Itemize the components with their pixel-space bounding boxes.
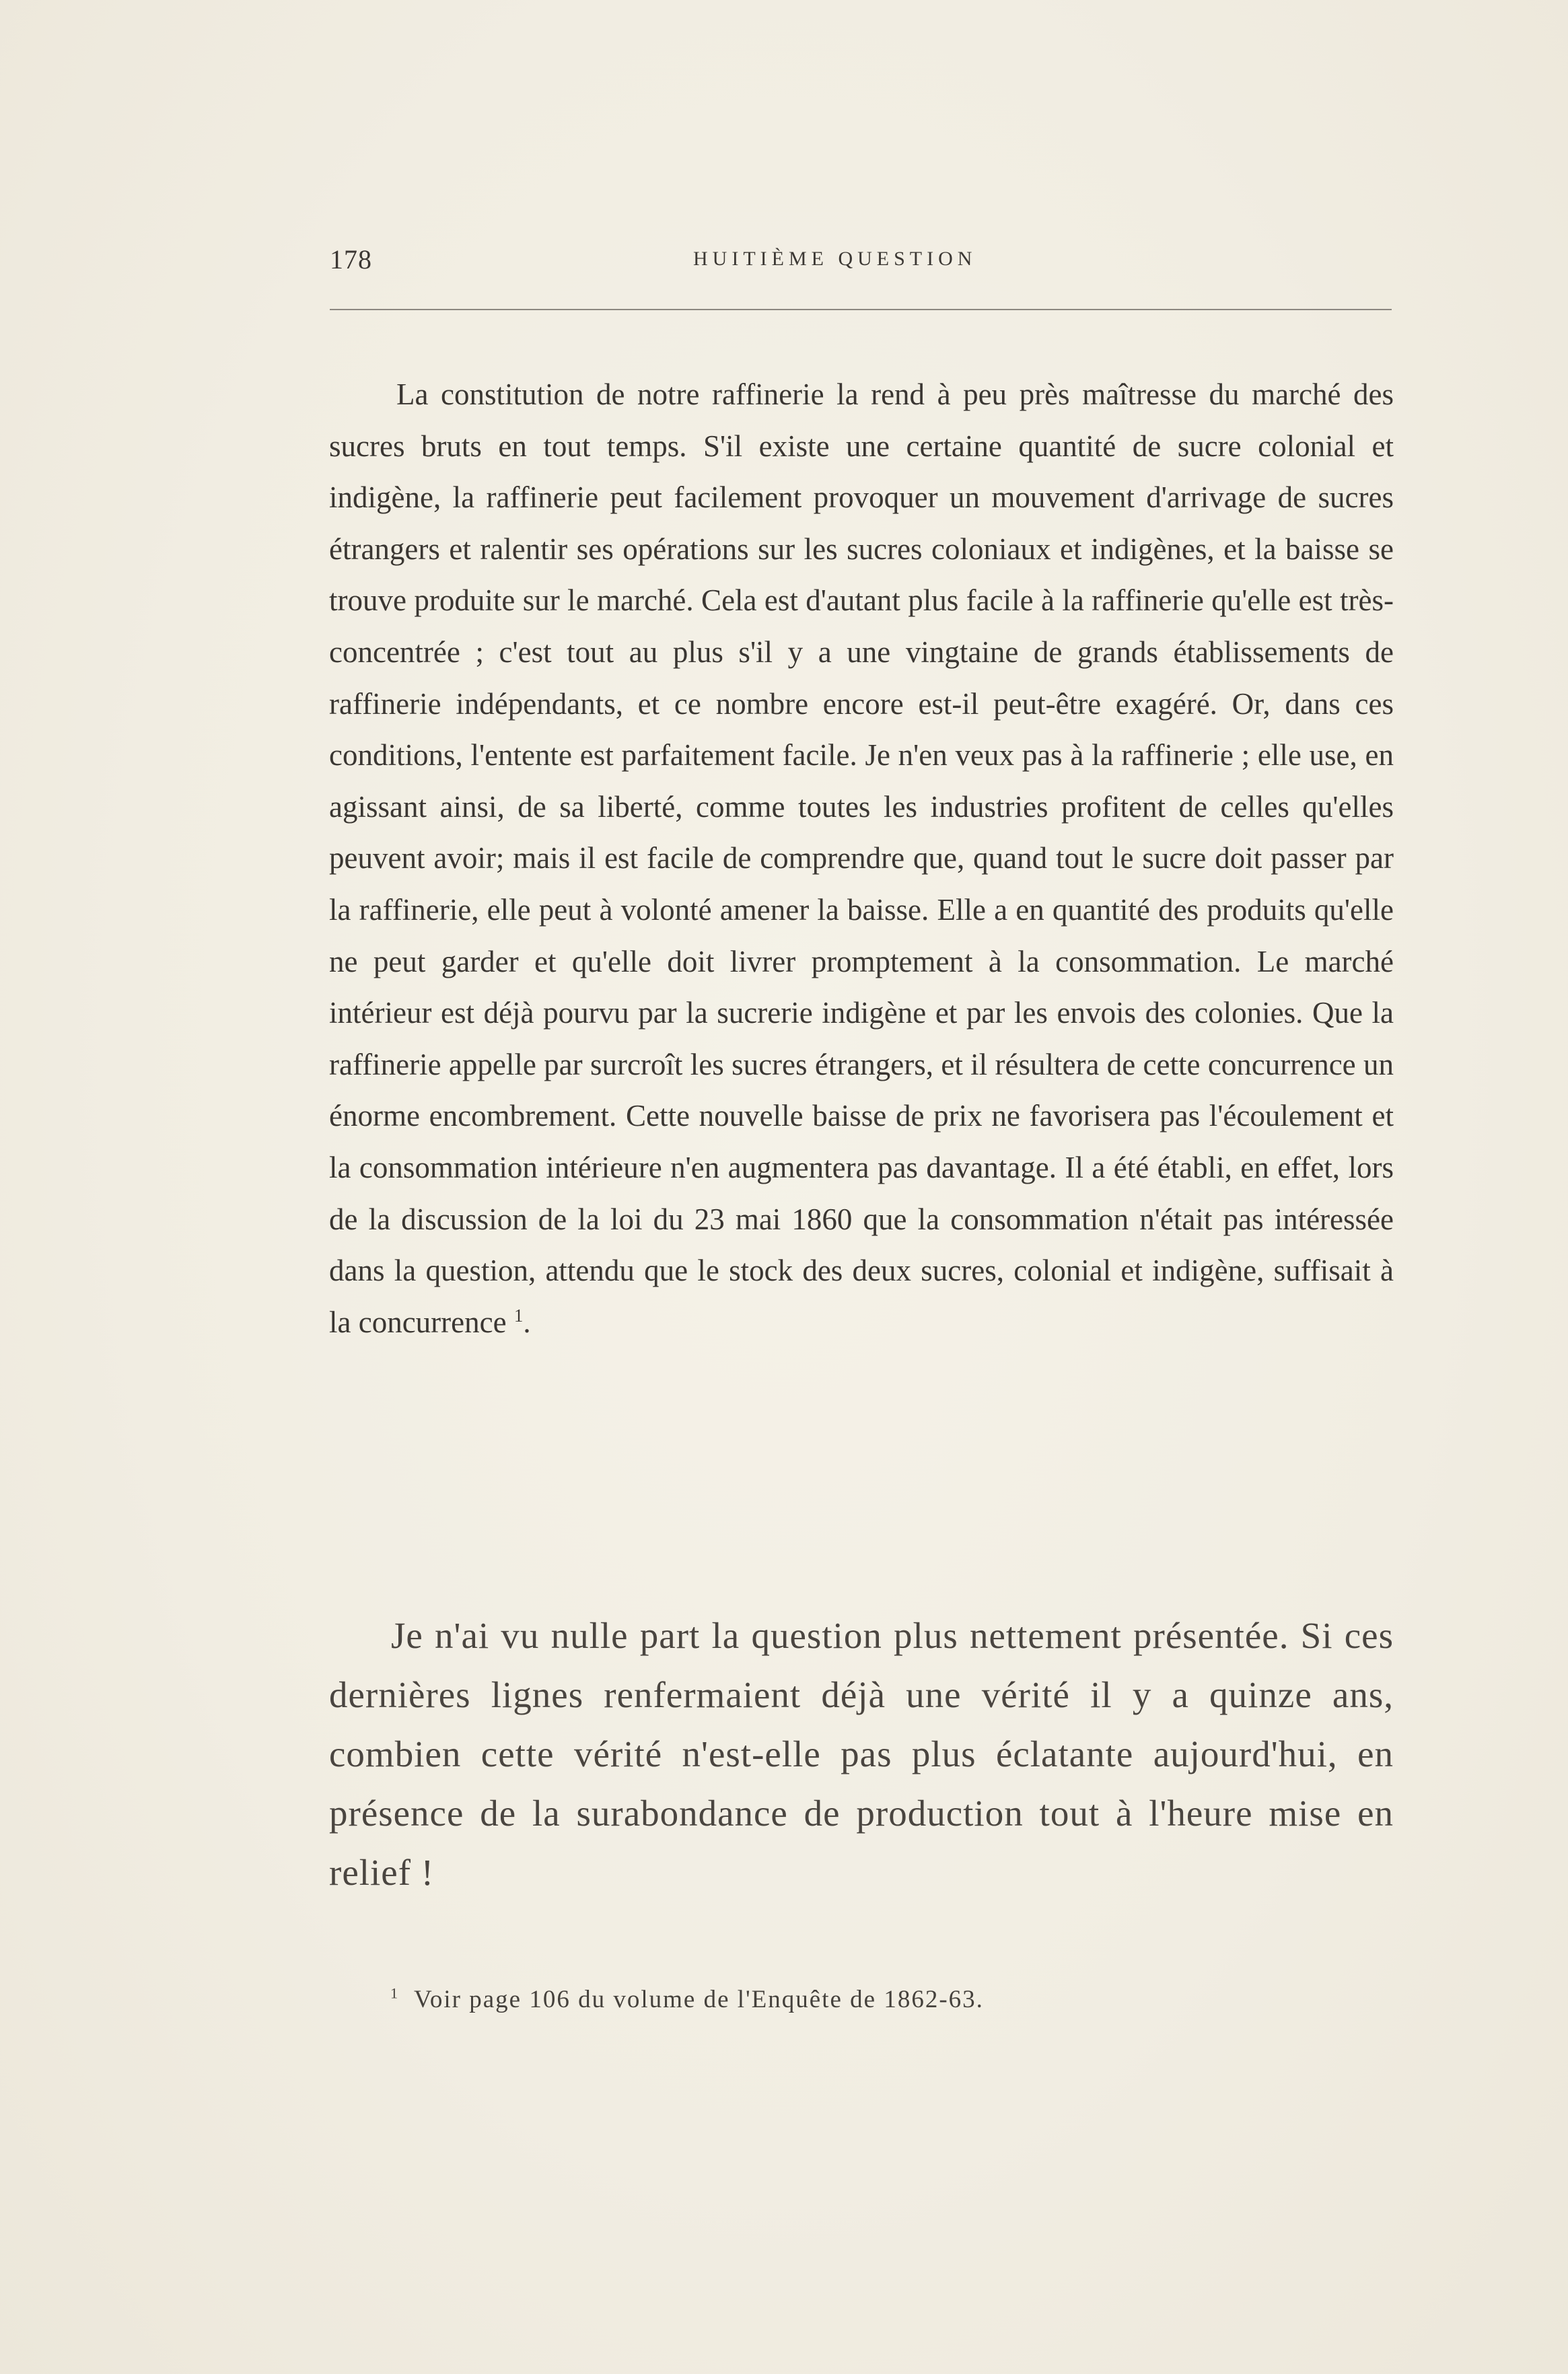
running-head: HUITIÈME QUESTION xyxy=(693,248,977,270)
footnote-text: Voir page 106 du volume de l'Enquête de 1862-63. xyxy=(413,1986,984,2013)
paragraph-1-text: La constitution de notre raffinerie la rend à peu près maîtresse du marché des sucres bruts en tout temps. S'il existe une certaine quantité de sucre colonial et indigène, la raffinerie peut facilement provoquer un mouvement d'arrivage de sucres étrangers et ralentir ses opérations sur les sucres coloniaux et indigènes, et la baisse se trouve produite sur le marché. Cela est d'autant plus facile à la raffinerie qu'elle est très-concentrée ; c'est tout au plus s'il y a une vingtaine de grands établissements de raffinerie indépendants, et ce nombre encore est-il peut-être exagéré. Or, dans ces conditions, l'entente est parfaitement facile. Je n'en veux pas à la raffinerie ; elle use, en agissant ainsi, de sa liberté, comme toutes les industries profitent de celles qu'elles peuvent avoir; mais il est facile de comprendre que, quand tout le sucre doit passer par la raffinerie, elle peut à volonté amener la baisse. Elle a en quantité des produits qu'elle ne peut garder et qu'elle doit livrer promptement à la consommation. Le marché intérieur est déjà pourvu par la sucrerie indigène et par les envois des colonies. Que la raffinerie appelle par surcroît les sucres étrangers, et il résultera de cette concurrence un énorme encombrement. Cette nouvelle baisse de prix ne favorisera pas l'écoulement et la consommation intérieure n'en augmentera pas davantage. Il a été établi, en effet, lors de la discussion de la loi du 23 mai 1860 que la consommation n'était pas intéressée dans la question, attendu que le stock des deux sucres, colonial et indigène, suffisait à la concurrence xyxy=(329,377,1394,1339)
footnote-marker: 1 xyxy=(390,1984,400,2002)
paragraph-commentary: Je n'ai vu nulle part la question plus nettement présentée. Si ces dernières lignes renfermaient déjà une vérité il y a quinze ans, combien cette vérité n'est-elle pas plus éclatante aujourd'hui, en présence de la surabondance de production tout à l'heure mise en relief ! xyxy=(329,1615,1394,1893)
footnote xyxy=(390,1985,984,2014)
page-number: 178 xyxy=(330,244,372,275)
footnote-reference: 1 xyxy=(513,1305,524,1326)
page-header xyxy=(330,244,1393,284)
paragraph-quoted-testimony xyxy=(329,369,1394,1348)
paragraph-1-end: . xyxy=(523,1305,531,1339)
header-rule xyxy=(330,309,1392,310)
